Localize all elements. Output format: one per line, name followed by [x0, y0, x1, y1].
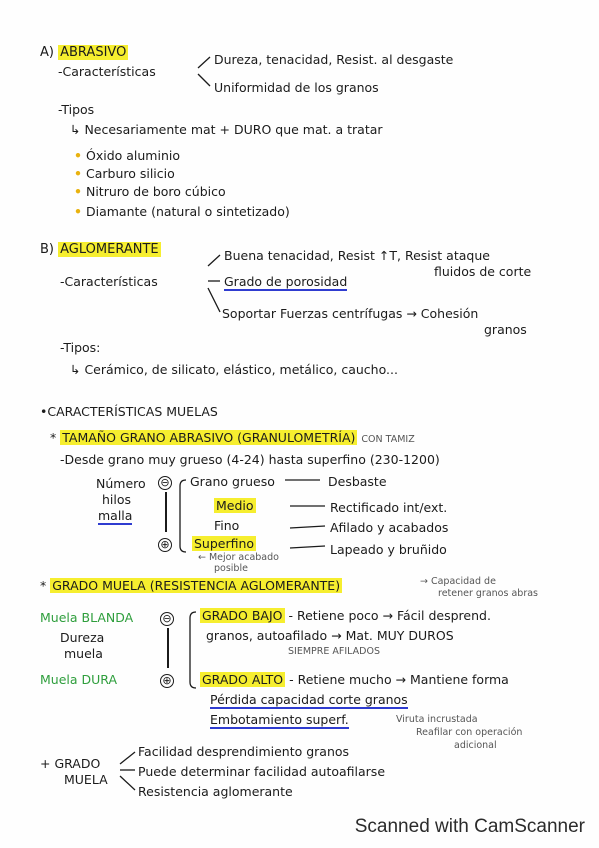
a-tipo-item: • Óxido aluminio	[74, 148, 180, 163]
tamano-heading: * TAMAÑO GRANO ABRASIVO (GRANULOMETRÍA) CON TAMIZ	[50, 430, 415, 445]
plus-grado-item: Resistencia aglomerante	[138, 784, 293, 799]
grain-item: Grano grueso	[190, 474, 275, 489]
mejor-acabado-note: ← Mejor acabado	[198, 552, 279, 563]
numero-label: hilos	[102, 492, 132, 507]
grado-alto-line: Embotamiento superf.	[210, 712, 349, 727]
b-car-item: fluidos de corte	[434, 264, 532, 279]
tamano-note: CON TAMIZ	[361, 434, 415, 445]
section-a-heading	[40, 45, 128, 60]
section-a-label: A)	[40, 45, 54, 60]
grain-use: Desbaste	[328, 474, 387, 489]
section-a-title: ABRASIVO	[60, 45, 127, 60]
grain-item: Superfino	[194, 536, 255, 551]
a-tipo-item: • Nitruro de boro cúbico	[74, 184, 226, 199]
plus-grado-item: Facilidad desprendimiento granos	[138, 744, 350, 759]
b-tipos-note: ↳ Cerámico, de silicato, elástico, metálico, caucho...	[70, 362, 398, 377]
section-b-label: B)	[40, 242, 54, 257]
numero-label: Número	[96, 476, 146, 491]
a-tipos: -Tipos	[58, 102, 95, 117]
plus-icon: ⊕	[160, 672, 174, 688]
a-car-item: Dureza, tenacidad, Resist. al desgaste	[214, 52, 454, 67]
grado-heading: * GRADO MUELA (RESISTENCIA AGLOMERANTE)	[40, 578, 341, 593]
viruta-note: adicional	[454, 740, 497, 751]
grado-bajo-line: granos, autoafilado → Mat. MUY DUROS	[206, 628, 454, 643]
a-tipos-note: ↳ Necesariamente mat + DURO que mat. a tratar	[70, 122, 383, 137]
dureza-label: muela	[64, 646, 103, 661]
b-car-item: Soportar Fuerzas centrífugas → Cohesión	[222, 306, 479, 321]
grado-note: retener granos abras	[438, 588, 538, 599]
siempre-afilados-note: SIEMPRE AFILADOS	[288, 646, 380, 657]
grado-alto-line: GRADO ALTO - Retiene mucho → Mantiene forma	[202, 672, 509, 687]
muelas-title: •CARACTERÍSTICAS MUELAS	[40, 404, 218, 419]
grain-item: Fino	[214, 518, 240, 533]
arrow-down-icon	[165, 492, 167, 532]
section-b-heading	[40, 242, 161, 257]
plus-grado-item: Puede determinar facilidad autoafilarse	[138, 764, 386, 779]
plus-grado-label: + GRADO	[40, 756, 101, 771]
plus-icon: ⊕	[158, 536, 172, 552]
grado-bajo-line: GRADO BAJO - Retiene poco → Fácil desprend.	[202, 608, 491, 623]
a-tipo-item: • Diamante (natural o sintetizado)	[74, 204, 290, 219]
minus-icon: ⊖	[160, 610, 174, 626]
grain-use: Afilado y acabados	[330, 520, 449, 535]
viruta-note: Reafilar con operación	[416, 727, 523, 738]
tamano-range: -Desde grano muy grueso (4-24) hasta superfino (230-1200)	[60, 452, 440, 467]
dureza-label: Dureza	[60, 630, 105, 645]
camscanner-watermark: Scanned with CamScanner	[354, 816, 585, 837]
arrow-down-icon	[167, 628, 169, 668]
muela-blanda: Muela BLANDA	[40, 610, 134, 625]
b-car-item: Grado de porosidad	[224, 274, 348, 289]
minus-icon: ⊖	[158, 474, 172, 490]
section-b-title: AGLOMERANTE	[60, 242, 159, 257]
grain-use: Rectificado int/ext.	[330, 500, 448, 515]
grain-use: Lapeado y bruñido	[330, 542, 447, 557]
viruta-note: Viruta incrustada	[396, 714, 478, 725]
a-car-item: Uniformidad de los granos	[214, 80, 379, 95]
b-car-item: Buena tenacidad, Resist ↑T, Resist ataque	[224, 248, 490, 263]
muela-dura: Muela DURA	[40, 672, 118, 687]
mejor-acabado-note: posible	[214, 563, 248, 574]
numero-label: malla	[98, 508, 133, 523]
grado-alto-line: Pérdida capacidad corte granos	[210, 692, 408, 707]
b-car-item: granos	[484, 322, 527, 337]
grado-title: GRADO MUELA (RESISTENCIA AGLOMERANTE)	[52, 578, 341, 593]
plus-grado-label: MUELA	[64, 772, 108, 787]
a-caracteristicas: -Características	[58, 64, 156, 79]
grado-note: → Capacidad de	[420, 576, 496, 587]
b-caracteristicas: -Características	[60, 274, 158, 289]
b-tipos: -Tipos:	[60, 340, 101, 355]
a-tipo-item: • Carburo silicio	[74, 166, 175, 181]
tamano-title: TAMAÑO GRANO ABRASIVO (GRANULOMETRÍA)	[62, 430, 356, 445]
grain-item: Medio	[216, 498, 254, 513]
